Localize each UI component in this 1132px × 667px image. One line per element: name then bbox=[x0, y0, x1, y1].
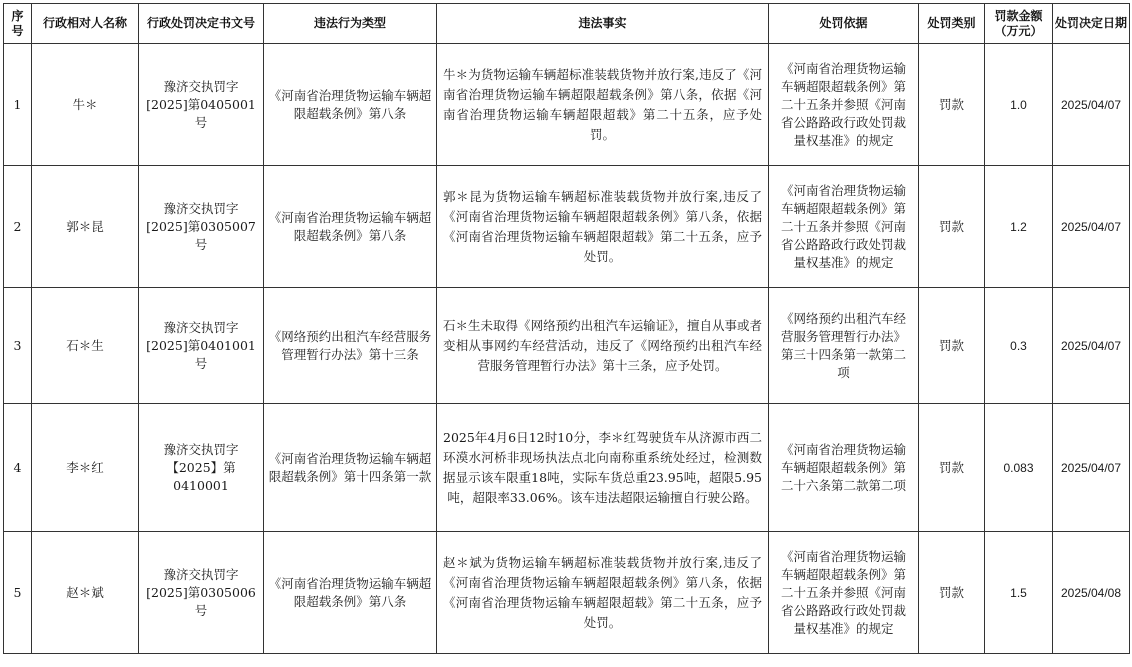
cell-name: 石＊生 bbox=[32, 288, 139, 404]
cell-basis: 《河南省治理货物运输车辆超限超载条例》第二十五条并参照《河南省公路路政行政处罚裁量权基准》的规定 bbox=[769, 166, 919, 288]
table-row bbox=[4, 532, 1130, 654]
header-doc-no: 行政处罚决定书文号 bbox=[139, 4, 264, 44]
table-header-row bbox=[4, 4, 1130, 44]
cell-amount: 1.0 bbox=[985, 44, 1053, 166]
cell-date: 2025/04/07 bbox=[1053, 166, 1130, 288]
cell-fact: 牛＊为货物运输车辆超标准装载货物并放行案,违反了《河南省治理货物运输车辆超限超载条例》第八条，依据《河南省治理货物运输车辆超限超载》第二十五条，应予处罚。 bbox=[437, 44, 769, 166]
cell-seq: 5 bbox=[4, 532, 32, 654]
cell-doc-no: 豫济交执罚字[2025]第0405001号 bbox=[139, 44, 264, 166]
cell-amount: 1.5 bbox=[985, 532, 1053, 654]
header-basis: 处罚依据 bbox=[769, 4, 919, 44]
cell-basis: 《河南省治理货物运输车辆超限超载条例》第二十六条第二款第二项 bbox=[769, 404, 919, 532]
cell-fact: 2025年4月6日12时10分，李＊红驾驶货车从济源市西二环漠水河桥非现场执法点北向南称重系统处经过，检测数据显示该车限重18吨，实际车货总重23.95吨，超限5.95吨，超限率33.06%。该车违法超限运输擅自行驶公路。 bbox=[437, 404, 769, 532]
cell-date: 2025/04/07 bbox=[1053, 44, 1130, 166]
cell-fact: 郭＊昆为货物运输车辆超标准装载货物并放行案,违反了《河南省治理货物运输车辆超限超载条例》第八条，依据《河南省治理货物运输车辆超限超载》第二十五条，应予处罚。 bbox=[437, 166, 769, 288]
cell-date: 2025/04/08 bbox=[1053, 532, 1130, 654]
cell-type: 《河南省治理货物运输车辆超限超载条例》第八条 bbox=[264, 166, 437, 288]
table-row bbox=[4, 404, 1130, 532]
header-seq: 序号 bbox=[4, 4, 32, 44]
cell-category: 罚款 bbox=[919, 288, 985, 404]
cell-name: 牛＊ bbox=[32, 44, 139, 166]
header-category: 处罚类别 bbox=[919, 4, 985, 44]
penalty-table bbox=[3, 3, 1130, 654]
cell-category: 罚款 bbox=[919, 44, 985, 166]
header-type: 违法行为类型 bbox=[264, 4, 437, 44]
cell-name: 李＊红 bbox=[32, 404, 139, 532]
cell-fact: 赵＊斌为货物运输车辆超标准装载货物并放行案,违反了《河南省治理货物运输车辆超限超载条例》第八条，依据《河南省治理货物运输车辆超限超载》第二十五条，应予处罚。 bbox=[437, 532, 769, 654]
cell-fact: 石＊生未取得《网络预约出租汽车运输证》，擅自从事或者变相从事网约车经营活动，违反了《网络预约出租汽车经营服务管理暂行办法》第十三条，应予处罚。 bbox=[437, 288, 769, 404]
table-row bbox=[4, 44, 1130, 166]
header-fact: 违法事实 bbox=[437, 4, 769, 44]
cell-category: 罚款 bbox=[919, 404, 985, 532]
cell-basis: 《河南省治理货物运输车辆超限超载条例》第二十五条并参照《河南省公路路政行政处罚裁量权基准》的规定 bbox=[769, 44, 919, 166]
cell-amount: 0.083 bbox=[985, 404, 1053, 532]
cell-amount: 0.3 bbox=[985, 288, 1053, 404]
cell-doc-no: 豫济交执罚字【2025】第0410001 bbox=[139, 404, 264, 532]
cell-type: 《网络预约出租汽车经营服务管理暂行办法》第十三条 bbox=[264, 288, 437, 404]
cell-seq: 4 bbox=[4, 404, 32, 532]
cell-category: 罚款 bbox=[919, 532, 985, 654]
cell-basis: 《网络预约出租汽车经营服务管理暂行办法》第三十四条第一款第二项 bbox=[769, 288, 919, 404]
cell-amount: 1.2 bbox=[985, 166, 1053, 288]
cell-doc-no: 豫济交执罚字[2025]第0305006号 bbox=[139, 532, 264, 654]
header-date: 处罚决定日期 bbox=[1053, 4, 1130, 44]
cell-basis: 《河南省治理货物运输车辆超限超载条例》第二十五条并参照《河南省公路路政行政处罚裁量权基准》的规定 bbox=[769, 532, 919, 654]
cell-seq: 3 bbox=[4, 288, 32, 404]
cell-type: 《河南省治理货物运输车辆超限超载条例》第八条 bbox=[264, 44, 437, 166]
table-row bbox=[4, 288, 1130, 404]
cell-seq: 2 bbox=[4, 166, 32, 288]
cell-date: 2025/04/07 bbox=[1053, 288, 1130, 404]
cell-doc-no: 豫济交执罚字[2025]第0305007号 bbox=[139, 166, 264, 288]
cell-type: 《河南省治理货物运输车辆超限超载条例》第十四条第一款 bbox=[264, 404, 437, 532]
cell-name: 赵＊斌 bbox=[32, 532, 139, 654]
header-amount: 罚款金额（万元） bbox=[985, 4, 1053, 44]
cell-category: 罚款 bbox=[919, 166, 985, 288]
cell-date: 2025/04/07 bbox=[1053, 404, 1130, 532]
cell-seq: 1 bbox=[4, 44, 32, 166]
cell-name: 郭＊昆 bbox=[32, 166, 139, 288]
cell-doc-no: 豫济交执罚字[2025]第0401001号 bbox=[139, 288, 264, 404]
cell-type: 《河南省治理货物运输车辆超限超载条例》第八条 bbox=[264, 532, 437, 654]
table-row bbox=[4, 166, 1130, 288]
header-name: 行政相对人名称 bbox=[32, 4, 139, 44]
